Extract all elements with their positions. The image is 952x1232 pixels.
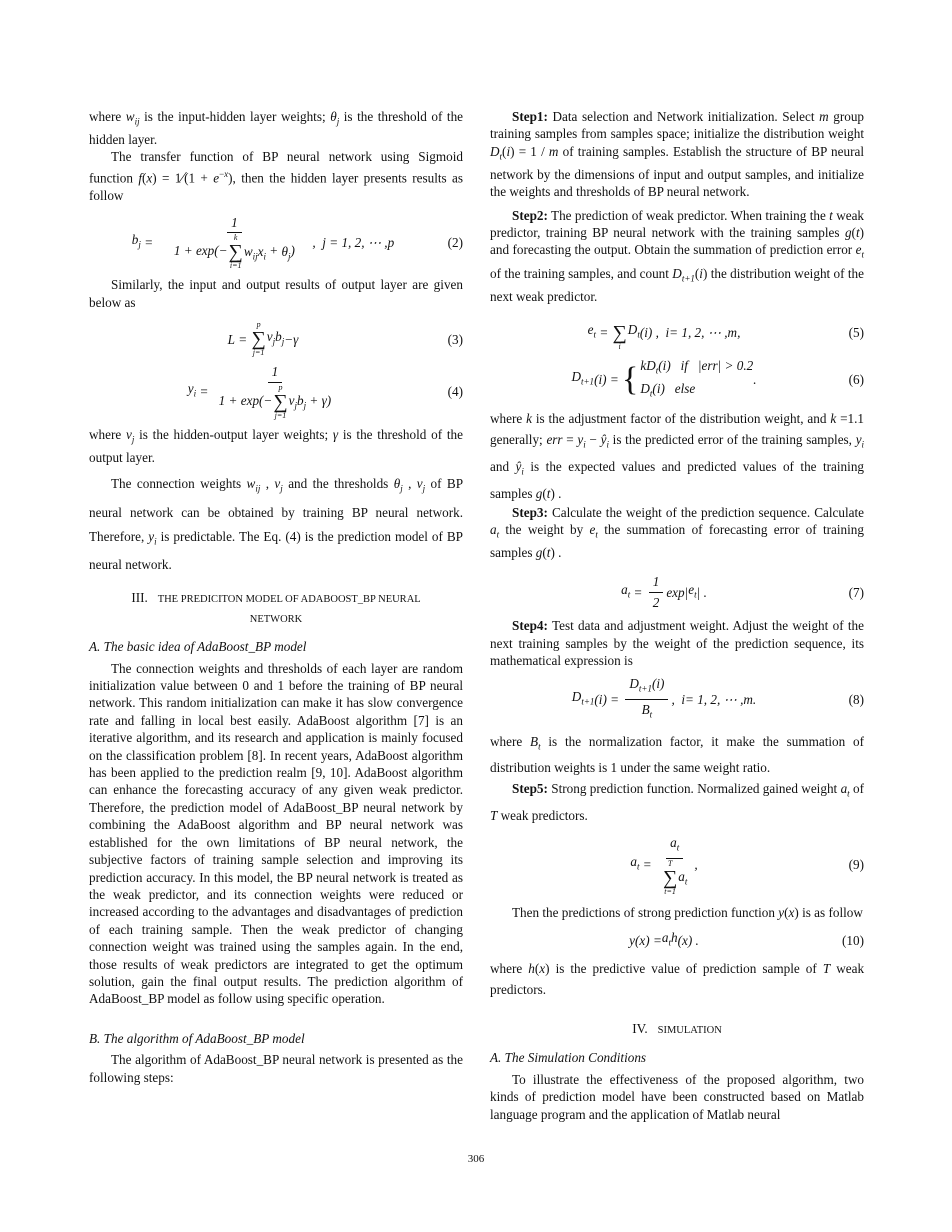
- paragraph: where h(x) is the predictive value of prediction sample of T weak predictors.: [490, 960, 865, 997]
- paragraph: where k is the adjustment factor of the distribution weight, and k =1.1 generally; err = $y_i$ − $ŷ_i$ is the predicted error of the training samples, $y_i$ and $ŷ_i$ is the expected values and predicted values of the training samples g(t) .: [490, 411, 865, 501]
- step-3: Step3: Calculate the weight of the prediction sequence. Calculate $a_t$ the weight by $e_t$ the summation of forecasting error of training samples g(t) .: [490, 504, 865, 560]
- equation-number: (4): [447, 383, 463, 399]
- paragraph: where $B_t$ is the normalization factor, it make the summation of distribution weights is 1 under the same weight ratio.: [490, 733, 864, 776]
- paragraph: To illustrate the effectiveness of the proposed algorithm, two kinds of prediction model have been constructed based on Matlab language program and the application of Matlab neural: [490, 1071, 864, 1122]
- equation-number: (9): [848, 857, 864, 873]
- equation-6: $D_{t+1}$ ( i ) = { $kD_t(i)$ if |err| > 0.2 $D_t(i)$ else . (6): [571, 357, 864, 399]
- subsection-heading: B. The algorithm of AdaBoost_BP model: [89, 1030, 305, 1046]
- step-2: Step2: The prediction of weak predictor. When training the t weak predictor, training BP neural network with the training samples g(t) and forecasting the output. Obtain the summation of prediction error $e_t$ of the training samples, and count $D_{t+1}(i)$ the distribution weight of the next weak predictor.: [490, 207, 865, 304]
- equation-4: $y_i$ = 1 1 + exp(− p ∑ j=1 $v_jb_j + \gamma$) (4): [187, 364, 463, 420]
- equation-number: (8): [848, 692, 864, 708]
- paragraph: The algorithm of AdaBoost_BP neural network is presented as the following steps:: [89, 1052, 463, 1085]
- paragraph: where $w_{ij}$ is the input-hidden layer weights; $\theta_j$ is the threshold of the hidden layer.: [89, 109, 464, 148]
- equation-number: (5): [848, 325, 864, 341]
- equation-7: $a_t$ = $\frac{1}{2}$ exp| $e_t$ | . (7): [621, 574, 864, 610]
- step-5: Step5: Strong prediction function. Normalized gained weight $a_t$ of T weak predictors.: [490, 781, 865, 823]
- subsection-heading: A. The basic idea of AdaBoost_BP model: [89, 639, 307, 655]
- equation-number: (6): [848, 371, 864, 387]
- equation-number: (2): [447, 234, 463, 250]
- equation-8: $D_{t+1}$ ( i ) = $\frac{D_{t+1}(i)}{B_t}$ , i = 1, 2, ⋯ , m . (8): [571, 676, 864, 721]
- step-4: Step4: Test data and adjustment weight. Adjust the weight of the next training samples by the weight of the prediction sequence, its mathematical expression is: [490, 618, 865, 669]
- equation-5: $e_t$ = ∑ i $D_t$ ( i ) , i = 1, 2, ⋯ , m , (5): [587, 321, 864, 351]
- equation-2: $b_j$ = 1 1 + exp(− k ∑ i=1 $w_{ij}x_i + \theta_j$) , j = 1, 2, ⋯ , p (2): [131, 215, 463, 271]
- equation-number: (3): [447, 331, 463, 347]
- equation-3: L = p ∑ j=1 $v_jb_j$ − γ (3): [227, 320, 463, 358]
- subsection-heading: A. The Simulation Conditions: [490, 1050, 647, 1066]
- step-1: Step1: Data selection and Network initialization. Select m group training samples from samples space; initialize the distribution weight $D_t(i) = 1 / m$ of training samples. Establish the structure of BP neural network by the dimensions of input and output samples, and initialize the weights and thresholds of BP neural network.: [490, 109, 865, 200]
- equation-number: (7): [848, 584, 864, 600]
- equation-10: y ( x ) = $a_th$ ( x ) . (10): [629, 929, 864, 948]
- section-heading: III. THE PREDICITON MODEL OF ADABOOST_BP NEURAL NETWORK: [131, 590, 421, 625]
- paragraph: where $v_j$ is the hidden-output layer weights; γ is the threshold of the output layer.: [89, 426, 463, 465]
- paragraph: Similarly, the input and output results of output layer are given below as: [89, 277, 463, 310]
- paragraph: The connection weights $w_{ij}$ , $v_j$ and the thresholds $\theta_j$ , $v_j$ of BP neural network can be obtained by training BP neural network. Therefore, $y_i$ is predictable. The Eq. (4) is the prediction model of BP neural network.: [89, 476, 464, 573]
- page-number: 306: [467, 1153, 485, 1165]
- left-column: [89, 108, 463, 1086]
- paragraph: The connection weights and thresholds of each layer are random initialization value between 0 and 1 before the training of BP neural network. This random initialization can make it has slow convergence rate and falling in local best easily. AdaBoost algorithm [7] is an iterative algorithm, and its research and application is mainly focused on the classification problem [8]. In recent years, AdaBoost algorithm has been applied to the prediction realm [9, 10]. AdaBoost algorithm can enhance the forecasting accuracy of any given weak predictor. Therefore, the prediction model of AdaBoost_BP neural network by combining the AdaBoost algorithm and BP neural network was established for the own limitations of BP neural network, the subjective factors of training sample selection and improving its prediction accuracy. In this model, the BP neural network is treated as the weak predictor, and its connection weights were reduced or increased according to the advantages and disadvantages of prediction of each training sample. Then the weak predictor of changing connection weight was trained using the samples again. In the end, those results of weak predictors are integrated to get the optimum solution, gain the final output results. The prediction algorithm of AdaBoost_BP model as follow using specific operation.: [89, 660, 463, 1007]
- paragraph: Then the predictions of strong prediction function y(x) is as follow: [512, 904, 863, 920]
- equation-number: (10): [842, 932, 864, 948]
- paragraph: The transfer function of BP neural network using Sigmoid function f(x) = 1⁄(1 + $e^{-x}$), then the hidden layer presents results as follow: [89, 149, 463, 203]
- right-column: [490, 108, 864, 1123]
- section-heading: IV. SIMULATION: [632, 1020, 722, 1036]
- equation-9: $a_t$ = $a_t$ T ∑ t=1 $a_t$ , (9): [630, 834, 864, 896]
